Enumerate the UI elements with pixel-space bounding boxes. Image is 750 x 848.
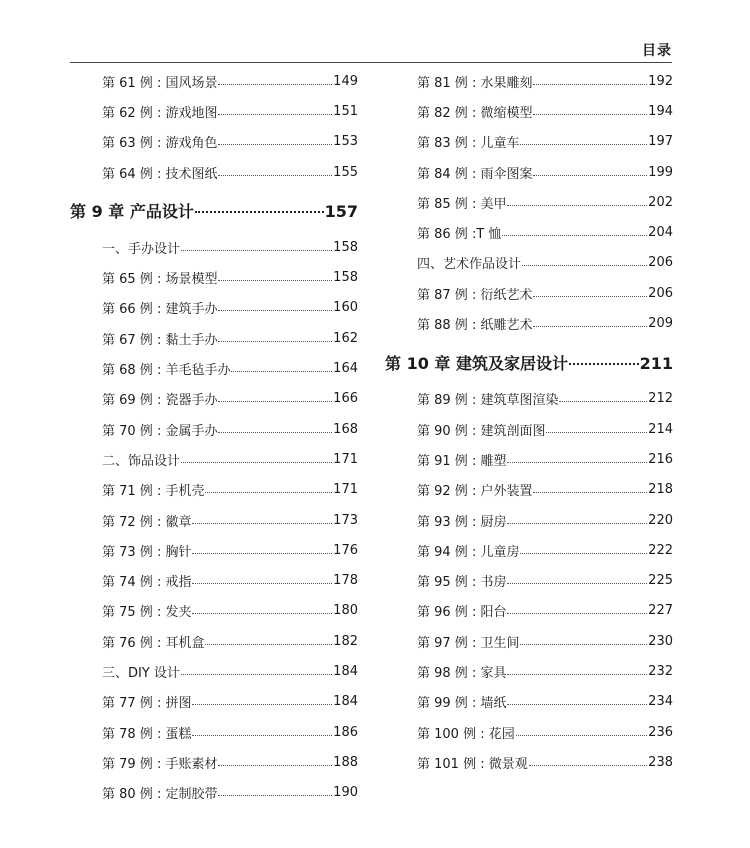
- toc-entry-row[interactable]: [385, 187, 673, 217]
- toc-entry-row[interactable]: [70, 565, 358, 595]
- toc-entry-row[interactable]: [385, 308, 673, 338]
- toc-entry-label: 第 74 例 : 戒指: [102, 575, 192, 591]
- toc-page-number: 173: [333, 512, 358, 528]
- toc-page-number: 218: [648, 482, 673, 498]
- toc-entry-row[interactable]: [385, 127, 673, 157]
- dot-leader: [218, 310, 332, 311]
- running-header-title: 目录: [642, 43, 672, 59]
- toc-entry-row[interactable]: [385, 278, 673, 308]
- toc-section-label: 三、DIY 设计: [102, 665, 180, 681]
- toc-entry-label: 第 68 例 : 羊毛毡手办: [102, 363, 231, 379]
- toc-page-number: 168: [333, 421, 358, 437]
- toc-page-number: 209: [648, 316, 673, 332]
- toc-entry-label: 第 75 例 : 发夹: [102, 605, 192, 621]
- header-rule: [70, 62, 672, 63]
- dot-leader: [533, 326, 647, 327]
- toc-entry-row[interactable]: [385, 535, 673, 565]
- toc-entry-row[interactable]: [70, 66, 358, 96]
- dot-leader: [192, 583, 332, 584]
- toc-entry-row[interactable]: [70, 353, 358, 383]
- toc-entry-row[interactable]: [385, 384, 673, 414]
- toc-page-number: 171: [333, 451, 358, 467]
- toc-entry-label: 第 99 例 : 墙纸: [417, 696, 507, 712]
- toc-entry-row[interactable]: [70, 96, 358, 126]
- toc-entry-label: 第 91 例 : 雕塑: [417, 453, 507, 469]
- toc-entry-row[interactable]: [70, 384, 358, 414]
- toc-entry-label: 第 86 例 :T 恤: [417, 227, 502, 243]
- toc-entry-row[interactable]: [70, 778, 358, 808]
- toc-page-number: 158: [333, 239, 358, 255]
- dot-leader: [507, 704, 647, 705]
- toc-entry-label: 第 64 例 : 技术图纸: [102, 166, 218, 182]
- toc-entry-row[interactable]: [70, 475, 358, 505]
- toc-entry-row[interactable]: [385, 687, 673, 717]
- toc-page-number: 157: [324, 202, 358, 222]
- toc-page-number: 238: [648, 754, 673, 770]
- toc-chapter-row[interactable]: [70, 187, 358, 232]
- toc-entry-label: 第 80 例 : 定制胶带: [102, 787, 218, 803]
- toc-entry-label: 第 61 例 : 国风场景: [102, 75, 218, 91]
- dot-leader: [533, 492, 647, 493]
- dot-leader: [507, 583, 647, 584]
- toc-entry-row[interactable]: [385, 217, 673, 247]
- toc-section-row[interactable]: [70, 444, 358, 474]
- dot-leader: [192, 735, 332, 736]
- toc-section-label: 二、饰品设计: [102, 453, 181, 469]
- dot-leader: [192, 704, 332, 705]
- dot-leader: [181, 250, 332, 251]
- toc-page-number: 204: [648, 225, 673, 241]
- toc-entry-label: 第 82 例 : 微缩模型: [417, 105, 533, 121]
- dot-leader: [507, 613, 647, 614]
- toc-entry-row[interactable]: [70, 596, 358, 626]
- toc-entry-label: 第 67 例 : 黏土手办: [102, 332, 218, 348]
- toc-page-number: 214: [648, 421, 673, 437]
- toc-entry-label: 第 98 例 : 家具: [417, 665, 507, 681]
- toc-page-number: 155: [333, 164, 358, 180]
- dot-leader: [192, 613, 332, 614]
- toc-entry-label: 第 87 例 : 衍纸艺术: [417, 287, 533, 303]
- toc-entry-label: 第 83 例 : 儿童车: [417, 136, 520, 152]
- toc-page-number: 149: [333, 73, 358, 89]
- toc-entry-label: 第 92 例 : 户外装置: [417, 484, 533, 500]
- dot-leader: [218, 175, 332, 176]
- toc-entry-row[interactable]: [385, 596, 673, 626]
- dot-leader: [181, 674, 332, 675]
- toc-entry-label: 第 62 例 : 游戏地图: [102, 105, 218, 121]
- toc-page-number: 212: [648, 391, 673, 407]
- dot-leader: [520, 144, 647, 145]
- toc-page-number: 194: [648, 103, 673, 119]
- dot-leader: [507, 462, 647, 463]
- toc-page-number: 192: [648, 73, 673, 89]
- toc-column-right: [385, 66, 673, 778]
- toc-entry-label: 第 94 例 : 儿童房: [417, 544, 520, 560]
- toc-entry-row[interactable]: [70, 414, 358, 444]
- dot-leader: [218, 401, 332, 402]
- dot-leader: [516, 735, 647, 736]
- toc-entry-label: 第 97 例 : 卫生间: [417, 635, 520, 651]
- toc-entry-row[interactable]: [70, 157, 358, 187]
- toc-entry-row[interactable]: [70, 262, 358, 292]
- toc-entry-label: 第 63 例 : 游戏角色: [102, 136, 218, 152]
- toc-entry-row[interactable]: [385, 157, 673, 187]
- dot-leader: [205, 492, 332, 493]
- toc-entry-label: 第 72 例 : 徽章: [102, 514, 192, 530]
- toc-page-number: 234: [648, 694, 673, 710]
- toc-page-number: 160: [333, 300, 358, 316]
- dot-leader: [218, 432, 332, 433]
- toc-page-number: 230: [648, 633, 673, 649]
- toc-entry-row[interactable]: [70, 626, 358, 656]
- toc-chapter-row[interactable]: [385, 339, 673, 384]
- toc-section-row[interactable]: [70, 232, 358, 262]
- toc-entry-label: 第 84 例 : 雨伞图案: [417, 166, 533, 182]
- toc-entry-row[interactable]: [70, 747, 358, 777]
- toc-entry-label: 第 73 例 : 胸针: [102, 544, 192, 560]
- dot-leader: [546, 432, 647, 433]
- toc-entry-label: 第 77 例 : 拼图: [102, 696, 192, 712]
- dot-leader: [195, 211, 324, 213]
- toc-page-number: 225: [648, 573, 673, 589]
- toc-entry-row[interactable]: [70, 535, 358, 565]
- dot-leader: [533, 296, 647, 297]
- toc-entry-label: 第 93 例 : 厨房: [417, 514, 507, 530]
- toc-entry-row[interactable]: [385, 414, 673, 444]
- toc-page-number: 151: [333, 103, 358, 119]
- toc-page-number: 178: [333, 573, 358, 589]
- toc-entry-row[interactable]: [385, 626, 673, 656]
- toc-entry-row[interactable]: [385, 475, 673, 505]
- toc-page-number: 180: [333, 603, 358, 619]
- dot-leader: [569, 363, 639, 365]
- dot-leader: [559, 401, 647, 402]
- toc-entry-label: 第 76 例 : 耳机盒: [102, 635, 205, 651]
- toc-entry-label: 第 79 例 : 手账素材: [102, 756, 218, 772]
- toc-page-number: 153: [333, 134, 358, 150]
- toc-entry-label: 第 90 例 : 建筑剖面图: [417, 423, 546, 439]
- toc-page-number: 166: [333, 391, 358, 407]
- toc-page-number: 236: [648, 724, 673, 740]
- toc-entry-label: 第 69 例 : 瓷器手办: [102, 393, 218, 409]
- toc-entry-row[interactable]: [70, 687, 358, 717]
- toc-entry-label: 第 81 例 : 水果雕刻: [417, 75, 533, 91]
- dot-leader: [507, 523, 647, 524]
- dot-leader: [218, 144, 332, 145]
- toc-entry-row[interactable]: [385, 656, 673, 686]
- dot-leader: [529, 765, 647, 766]
- dot-leader: [533, 114, 647, 115]
- toc-page-number: 199: [648, 164, 673, 180]
- toc-entry-row[interactable]: [70, 127, 358, 157]
- toc-section-row[interactable]: [70, 656, 358, 686]
- toc-page-number: 162: [333, 330, 358, 346]
- toc-page-number: 182: [333, 633, 358, 649]
- dot-leader: [533, 84, 647, 85]
- toc-chapter-label: 第 9 章 产品设计: [70, 202, 194, 222]
- dot-leader: [507, 674, 647, 675]
- toc-section-label: 四、艺术作品设计: [417, 257, 522, 273]
- dot-leader: [192, 553, 332, 554]
- toc-entry-row[interactable]: [385, 96, 673, 126]
- toc-page-number: 188: [333, 754, 358, 770]
- toc-entry-row[interactable]: [385, 66, 673, 96]
- toc-page-number: 184: [333, 663, 358, 679]
- dot-leader: [520, 553, 647, 554]
- toc-entry-row[interactable]: [385, 444, 673, 474]
- toc-page-number: 227: [648, 603, 673, 619]
- toc-page-number: 186: [333, 724, 358, 740]
- toc-entry-label: 第 78 例 : 蛋糕: [102, 726, 192, 742]
- toc-chapter-label: 第 10 章 建筑及家居设计: [385, 353, 568, 373]
- toc-entry-label: 第 88 例 : 纸雕艺术: [417, 318, 533, 334]
- dot-leader: [231, 371, 332, 372]
- dot-leader: [218, 280, 332, 281]
- toc-page-number: 197: [648, 134, 673, 150]
- dot-leader: [520, 644, 647, 645]
- dot-leader: [218, 795, 332, 796]
- toc-entry-label: 第 95 例 : 书房: [417, 575, 507, 591]
- dot-leader: [181, 462, 332, 463]
- toc-page-number: 216: [648, 451, 673, 467]
- dot-leader: [522, 265, 647, 266]
- toc-entry-label: 第 85 例 : 美甲: [417, 196, 507, 212]
- toc-entry-row[interactable]: [70, 717, 358, 747]
- toc-page-number: 184: [333, 694, 358, 710]
- toc-page-number: 206: [648, 255, 673, 271]
- toc-page-number: 171: [333, 482, 358, 498]
- toc-page-number: 164: [333, 361, 358, 377]
- toc-page-number: 222: [648, 542, 673, 558]
- toc-entry-row[interactable]: [385, 565, 673, 595]
- toc-section-label: 一、手办设计: [102, 241, 181, 257]
- toc-column-left: [70, 66, 358, 808]
- toc-entry-row[interactable]: [70, 323, 358, 353]
- toc-page-number: 158: [333, 270, 358, 286]
- toc-entry-label: 第 71 例 : 手机壳: [102, 484, 205, 500]
- toc-entry-label: 第 101 例 : 微景观: [417, 756, 528, 772]
- toc-entry-row[interactable]: [385, 747, 673, 777]
- dot-leader: [507, 205, 647, 206]
- toc-entry-label: 第 96 例 : 阳台: [417, 605, 507, 621]
- dot-leader: [502, 235, 647, 236]
- toc-entry-row[interactable]: [385, 505, 673, 535]
- dot-leader: [218, 114, 332, 115]
- toc-entry-label: 第 100 例 : 花园: [417, 726, 515, 742]
- toc-entry-label: 第 89 例 : 建筑草图渲染: [417, 393, 559, 409]
- toc-page-number: 176: [333, 542, 358, 558]
- toc-page-number: 232: [648, 663, 673, 679]
- dot-leader: [205, 644, 332, 645]
- toc-page-number: 206: [648, 285, 673, 301]
- dot-leader: [533, 175, 647, 176]
- dot-leader: [218, 84, 332, 85]
- dot-leader: [218, 765, 332, 766]
- toc-entry-label: 第 70 例 : 金属手办: [102, 423, 218, 439]
- toc-entry-row[interactable]: [70, 293, 358, 323]
- toc-page-number: 211: [639, 353, 673, 373]
- dot-leader: [192, 523, 332, 524]
- dot-leader: [218, 341, 332, 342]
- toc-section-row[interactable]: [385, 248, 673, 278]
- toc-page-number: 220: [648, 512, 673, 528]
- toc-entry-label: 第 66 例 : 建筑手办: [102, 302, 218, 318]
- toc-page-number: 190: [333, 785, 358, 801]
- toc-entry-row[interactable]: [70, 505, 358, 535]
- toc-entry-label: 第 65 例 : 场景模型: [102, 272, 218, 288]
- toc-entry-row[interactable]: [385, 717, 673, 747]
- toc-page-number: 202: [648, 194, 673, 210]
